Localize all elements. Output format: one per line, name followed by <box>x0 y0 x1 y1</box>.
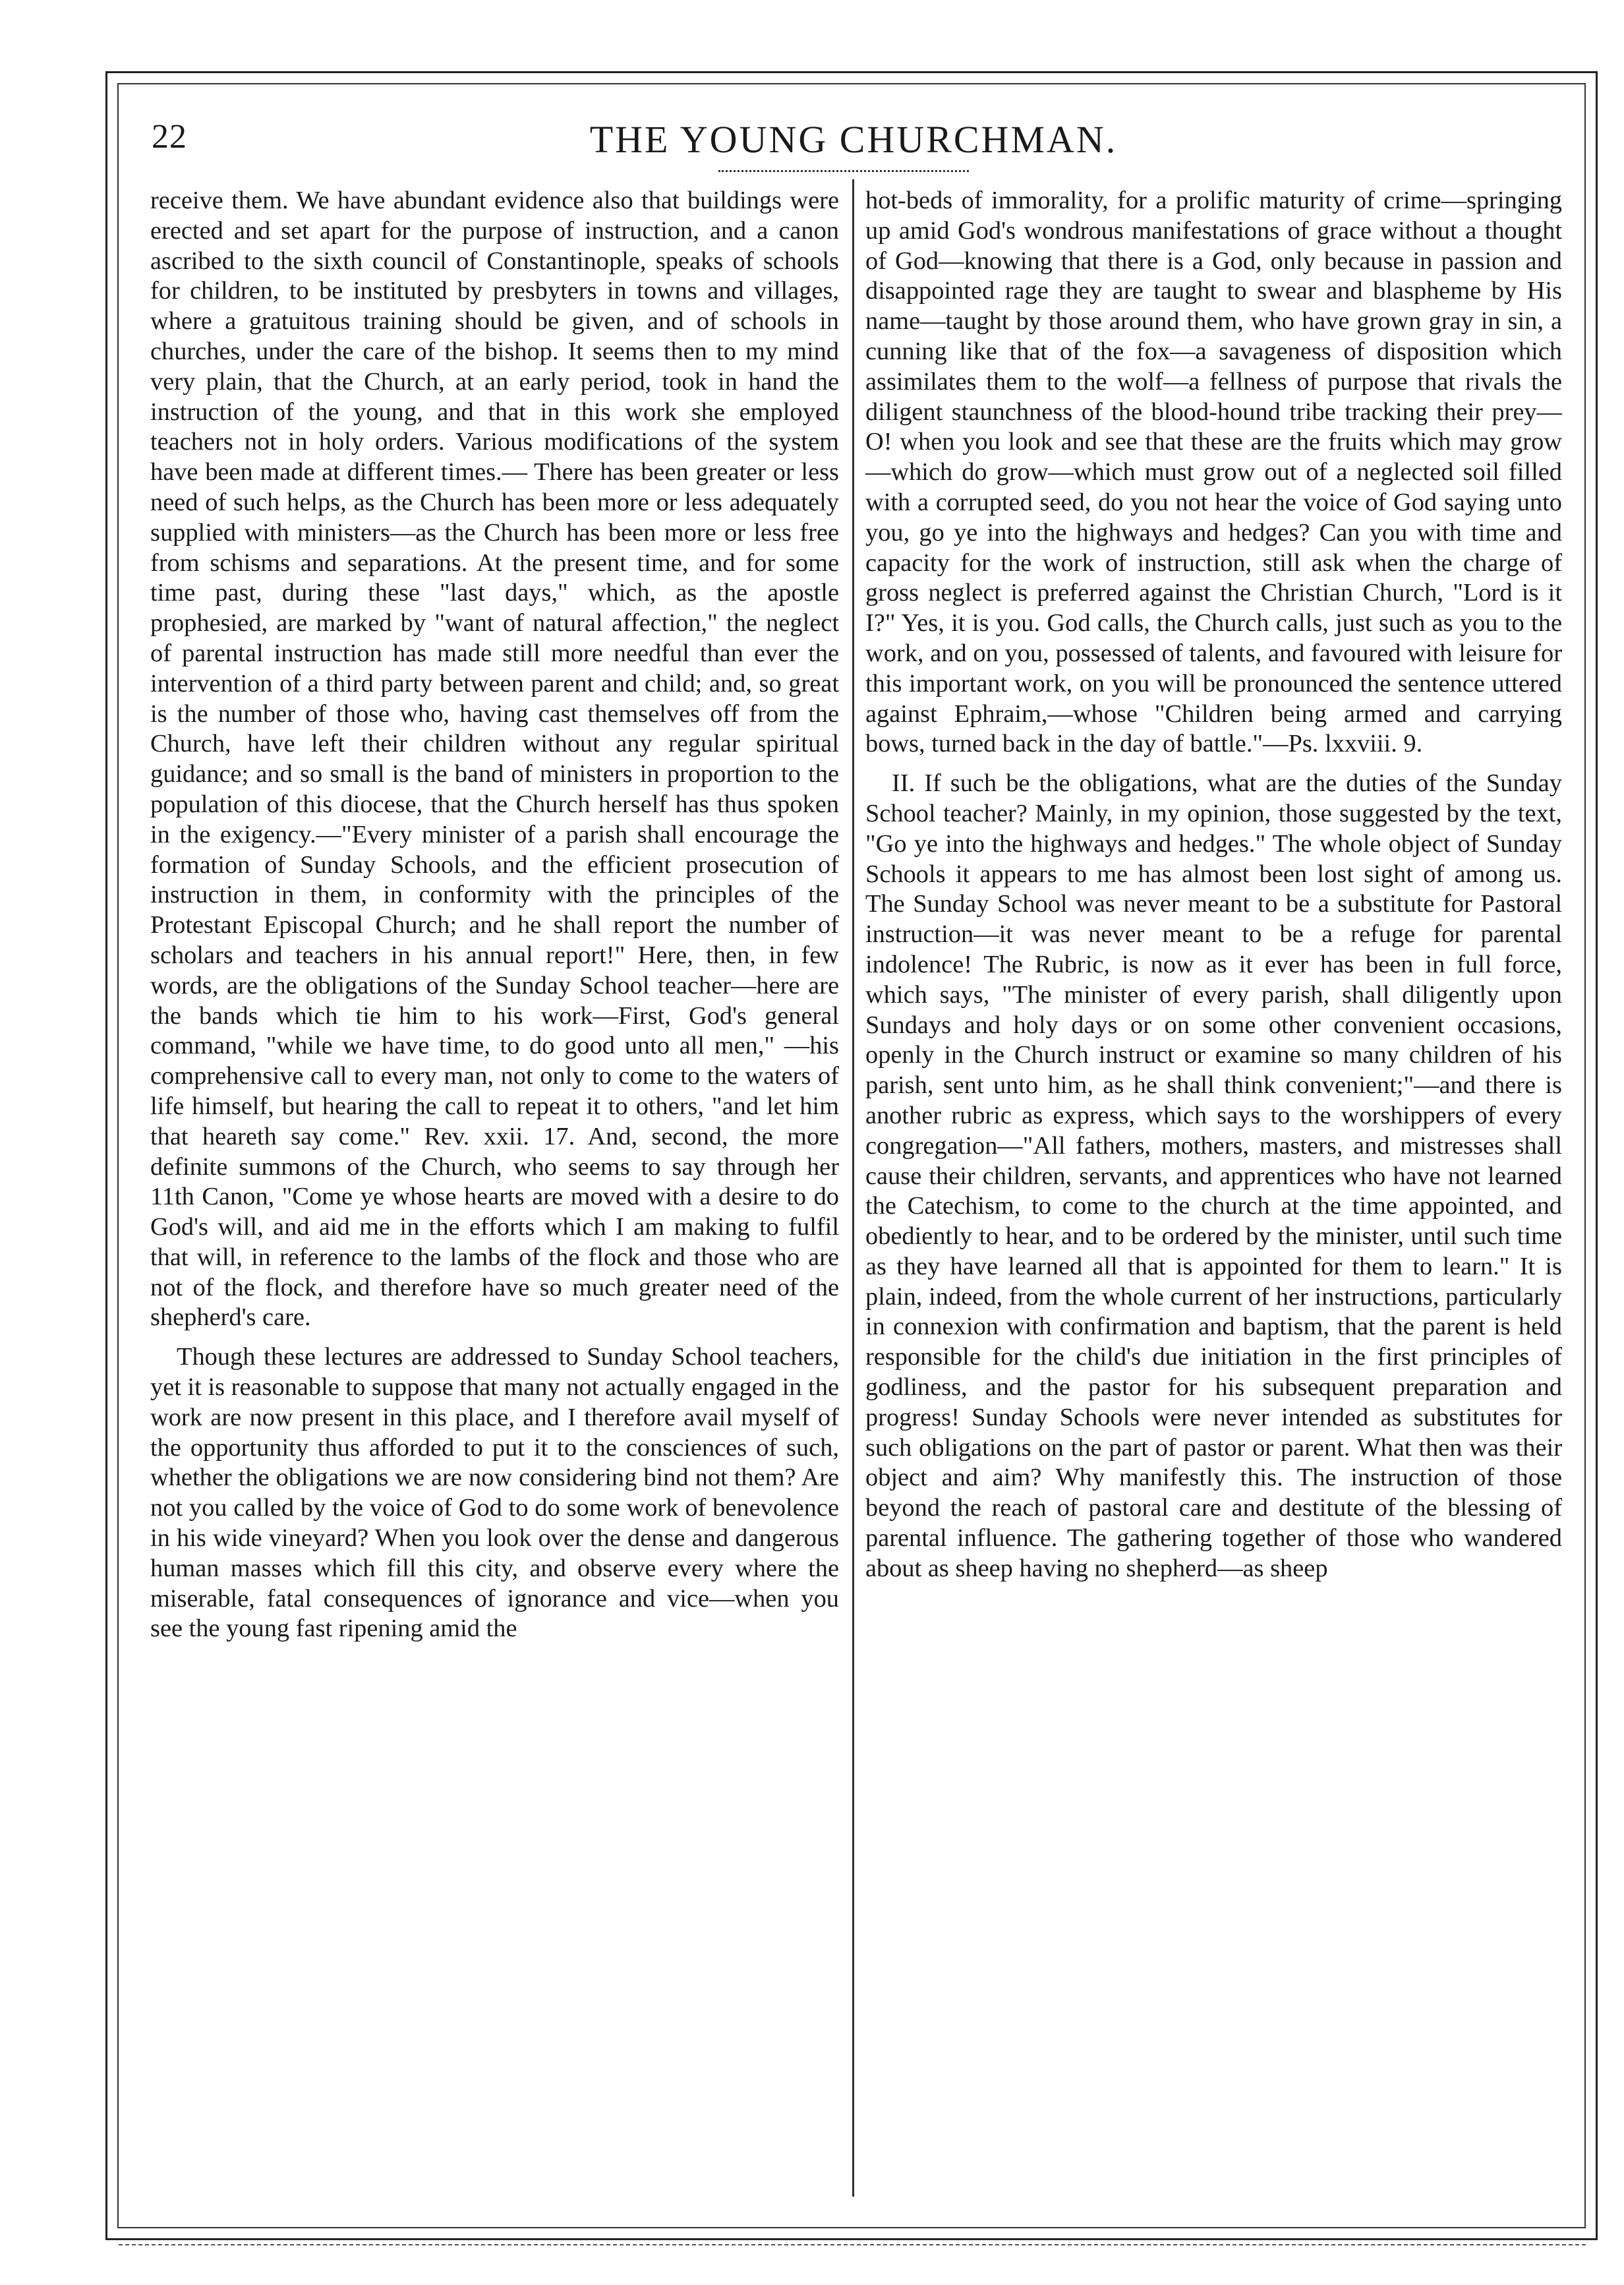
page-header <box>152 117 1555 170</box>
bottom-rule <box>119 2244 1586 2245</box>
running-title: THE YOUNG CHURCHMAN. <box>589 118 1118 161</box>
right-paragraph-2: II. If such be the obligations, what are the duties of the Sunday School teacher? Mainly, in my opinion, those suggested by the text, "Go ye into the highways and hedges." The whole object of Sunday Schools it appears to me has almost been lost sight of among us. The Sunday School was never meant to be a substitute for Pastoral instruction—it was never meant to be a refuge for parental indolence! The Rubric, is now as it ever has been in full force, which says, "The minister of every parish, shall diligently upon Sundays and holy days or on some other convenient occasions, openly in the Church instruct or examine so many children of his parish, sent unto him, as he shall think convenient;"—and there is another rubric as express, which says to the worshippers of every congregation—"All fathers, mothers, masters, and mistresses shall cause their children, servants, and apprentices who have not learned the Catechism, to come to the church at the time appointed, and obediently to hear, and to be ordered by the minister, until such time as they have learned all that is appointed for them to learn." It is plain, indeed, from the whole current of her instructions, particularly in connexion with confirmation and baptism, that the parent is held responsible for the child's due initiation in the first principles of godliness, and the pastor for his subsequent preparation and progress! Sunday Schools were never intended as substitutes for such obligations on the part of pastor or parent. What then was their object and aim? Why manifestly this. The instruction of those beyond the reach of pastoral care and destitute of the blessing of parental influence. The gathering together of those who wandered about as sheep having no shepherd—as sheep <box>865 769 1562 1582</box>
right-paragraph-1: hot-beds of immorality, for a prolific maturity of crime—springing up amid God's wondrous manifestations of grace without a thought of God—knowing that there is a God, only because in passion and disappointed rage they are taught to swear and blaspheme by His name—taught by those around them, who have grown gray in sin, a cunning like that of the fox—a savageness of disposition which assimilates them to the wolf—a fellness of purpose that rivals the diligent staunchness of the blood-hound tribe tracking their prey—O! when you look and see that these are the fruits which may grow—which do grow—which must grow out of a neglected soil filled with a corrupted seed, do you not hear the voice of God saying unto you, go ye into the highways and hedges? Can you with time and capacity for the work of instruction, still ask when the charge of gross neglect is preferred against the Christian Church, "Lord is it I?" Yes, it is you. God calls, the Church calls, just such as you to the work, and on you, possessed of talents, and favoured with leisure for this important work, on you will be pronounced the sentence uttered against Ephraim,—whose "Children being armed and carrying bows, turned back in the day of battle."—Ps. lxxviii. 9. <box>865 187 1562 758</box>
right-column <box>865 186 1562 2190</box>
page-number: 22 <box>152 118 187 156</box>
header-ornament-rule <box>718 170 969 180</box>
left-paragraph-1: receive them. We have abundant evidence also that buildings were erected and set apart for the purpose of instruction, and a canon ascribed to the sixth council of Constantinople, speaks of schools for children, to be instituted by presbyters in towns and villages, where a gratuitous training should be given, and of schools in churches, under the care of the bishop. It seems then to my mind very plain, that the Church, at an early period, took in hand the instruction of the young, and that in this work she employed teachers not in holy orders. Various modifications of the system have been made at different times.— There has been greater or less need of such helps, as the Church has been more or less adequately supplied with ministers—as the Church has been more or less free from schisms and separations. At the present time, and for some time past, during these "last days," which, as the apostle prophesied, are marked by "want of natural affection," the neglect of parental instruction has made still more needful than ever the intervention of a third party between parent and child; and, so great is the number of those who, having cast themselves off from the Church, have left their children without any regular spiritual guidance; and so small is the band of ministers in proportion to the population of this diocese, that the Church herself has thus spoken in the exigency.—"Every minister of a parish shall encourage the formation of Sunday Schools, and the efficient prosecution of instruction in them, in conformity with the principles of the Protestant Episcopal Church; and he shall report the number of scholars and teachers in his annual report!" Here, then, in few words, are the obligations of the Sunday School teacher—here are the bands which tie him to his work—First, God's general command, "while we have time, to do good unto all men," —his comprehensive call to every man, not only to come to the waters of life himself, but hearing the call to repeat it to others, "and let him that heareth say come." Rev. xxii. 17. And, second, the more definite summons of the Church, who seems to say through her 11th Canon, "Come ye whose hearts are moved with a desire to do God's will, and aid me in the efforts which I am making to fulfil that will, in reference to the lambs of the flock and those who are not of the flock, and therefore have so much greater need of the shepherd's care. <box>150 187 839 1332</box>
left-column <box>150 186 839 2190</box>
column-divider <box>852 179 854 2197</box>
left-paragraph-2: Though these lectures are addressed to Sunday School teachers, yet it is reasonable to suppose that many not actually engaged in the work are now present in this place, and I therefore avail myself of the opportunity thus afforded to put it to the consciences of such, whether the obligations we are now considering bind not them? Are not you called by the voice of God to do some work of benevolence in his wide vineyard? When you look over the dense and dangerous human masses which fill this city, and observe every where the miserable, fatal consequences of ignorance and vice—when you see the young fast ripening amid the <box>150 1343 839 1643</box>
